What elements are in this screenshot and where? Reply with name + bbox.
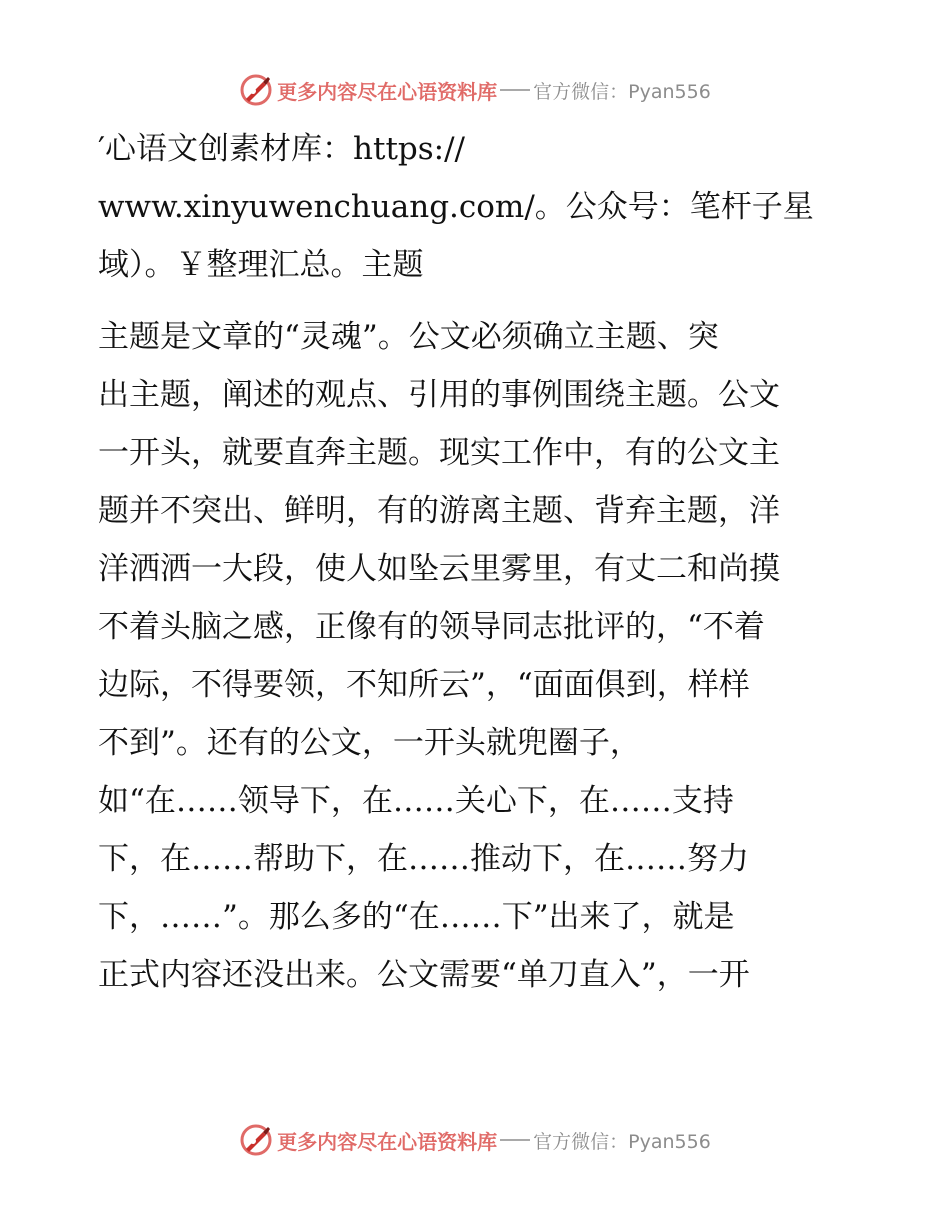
body-line: 主题是文章的“灵魂”。公文必须确立主题、突 [98,319,719,355]
banner-contact: 官方微信：Pyan556 [533,80,711,103]
body-line: 不到”。还有的公文，一开头就兜圈子， [98,725,641,761]
pen-logo-icon [239,1123,273,1157]
body-line: 如“在……领导下，在……关心下，在……支持 [98,783,734,819]
intro-line: ′心语文创素材库：https:// [98,131,466,167]
body-line: 一开头，就要直奔主题。现实工作中，有的公文主 [98,435,780,471]
intro-line: www.xinyuwenchuang.com/。公众号：笔杆子星 [98,189,814,225]
footer-banner [0,1120,950,1160]
banner-divider [500,1139,530,1141]
body-line: 洋洒洒一大段，使人如坠云里雾里，有丈二和尚摸 [98,551,780,587]
intro-line: 域）。￥整理汇总。主题 [98,247,424,283]
pen-logo-icon [239,73,273,107]
banner-slogan: 更多内容尽在心语资料库 [277,79,498,104]
banner-divider [500,89,530,91]
header-banner [0,70,950,110]
body-line: 正式内容还没出来。公文需要“单刀直入”，一开 [98,957,750,993]
body-line: 下，……”。那么多的“在……下”出来了，就是 [98,899,735,935]
body-line: 下，在……帮助下，在……推动下，在……努力 [98,841,749,877]
banner-slogan: 更多内容尽在心语资料库 [277,1129,498,1154]
banner-contact: 官方微信：Pyan556 [533,1130,711,1153]
body-line: 题并不突出、鲜明，有的游离主题、背弃主题，洋 [98,493,780,529]
body-line: 不着头脑之感，正像有的领导同志批评的，“不着 [98,609,765,645]
paragraph-gap [98,294,858,308]
document-body [98,120,858,1004]
body-line: 边际，不得要领，不知所云”，“面面俱到，样样 [98,667,750,703]
body-line: 出主题，阐述的观点、引用的事例围绕主题。公文 [98,377,780,413]
